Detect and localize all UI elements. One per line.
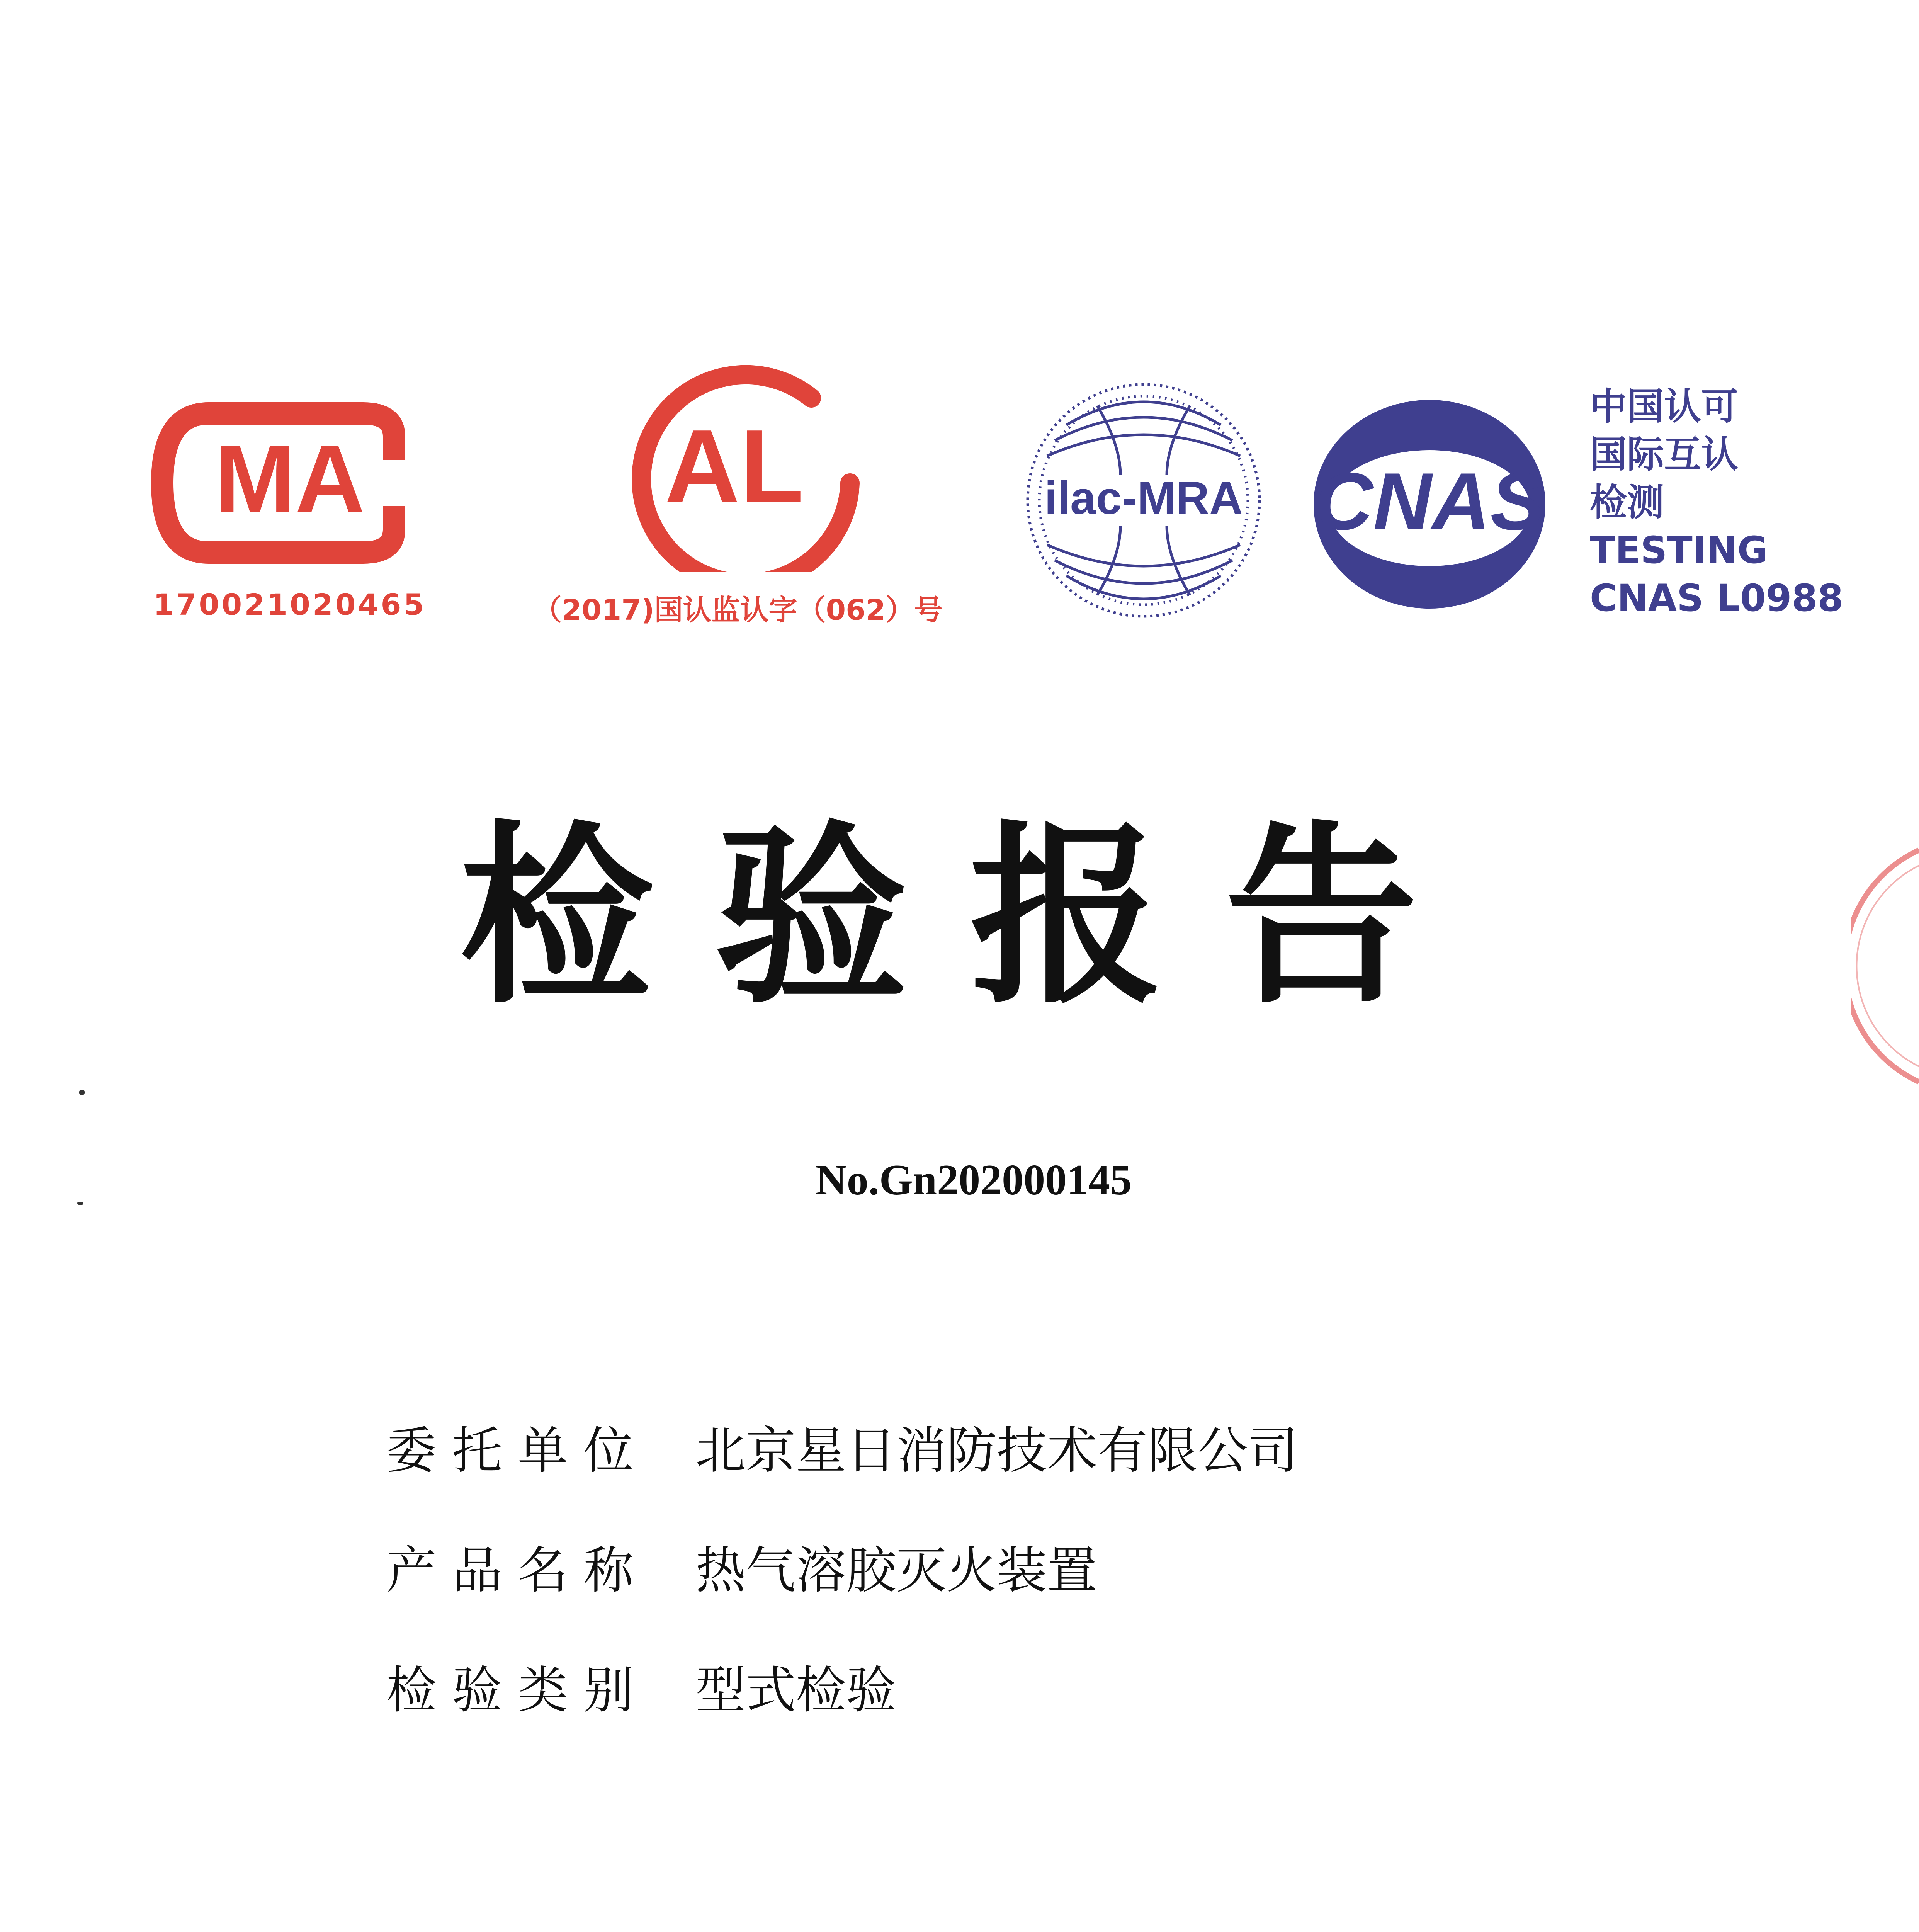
cnas-line-1: 中国认可 xyxy=(1590,385,1738,428)
scan-speck xyxy=(77,1202,83,1205)
category-label: 检验类别 xyxy=(386,1661,649,1719)
cnas-logo xyxy=(1283,390,1576,618)
product-value: 热气溶胶灭火装置 xyxy=(695,1541,1098,1600)
category-row xyxy=(386,1650,1739,1719)
cnas-line-2: 国际互认 xyxy=(1590,433,1738,476)
client-label: 委托单位 xyxy=(386,1421,649,1480)
cal-logo xyxy=(595,355,873,572)
client-value: 北京星日消防技术有限公司 xyxy=(695,1421,1299,1480)
product-label: 产品名称 xyxy=(386,1541,649,1600)
cma-number: 170021020465 xyxy=(153,587,427,622)
ilac-mra-logo xyxy=(1005,359,1283,641)
cnas-line-5: CNAS L0988 xyxy=(1590,577,1844,620)
product-row xyxy=(386,1530,1739,1600)
scan-speck xyxy=(79,1090,85,1095)
cnas-letters: CNAS xyxy=(1314,456,1545,547)
cnas-line-3: 检测 xyxy=(1590,481,1664,524)
ilac-letters: ilac-MRA xyxy=(1044,472,1243,524)
cal-number: （2017)国认监认字（062）号 xyxy=(533,594,943,627)
cma-logo xyxy=(147,402,425,564)
report-title: 检验报告 xyxy=(460,803,1480,1029)
cma-letters: MA xyxy=(214,425,365,532)
red-seal-fragment xyxy=(1851,842,1919,1090)
report-number: No.Gn202000145 xyxy=(815,1156,1132,1204)
cnas-accreditation-text xyxy=(1590,383,1883,622)
client-row xyxy=(386,1410,1739,1480)
cnas-line-4: TESTING xyxy=(1590,529,1768,572)
cal-letters: AL xyxy=(665,408,804,525)
category-value: 型式检验 xyxy=(695,1661,897,1719)
